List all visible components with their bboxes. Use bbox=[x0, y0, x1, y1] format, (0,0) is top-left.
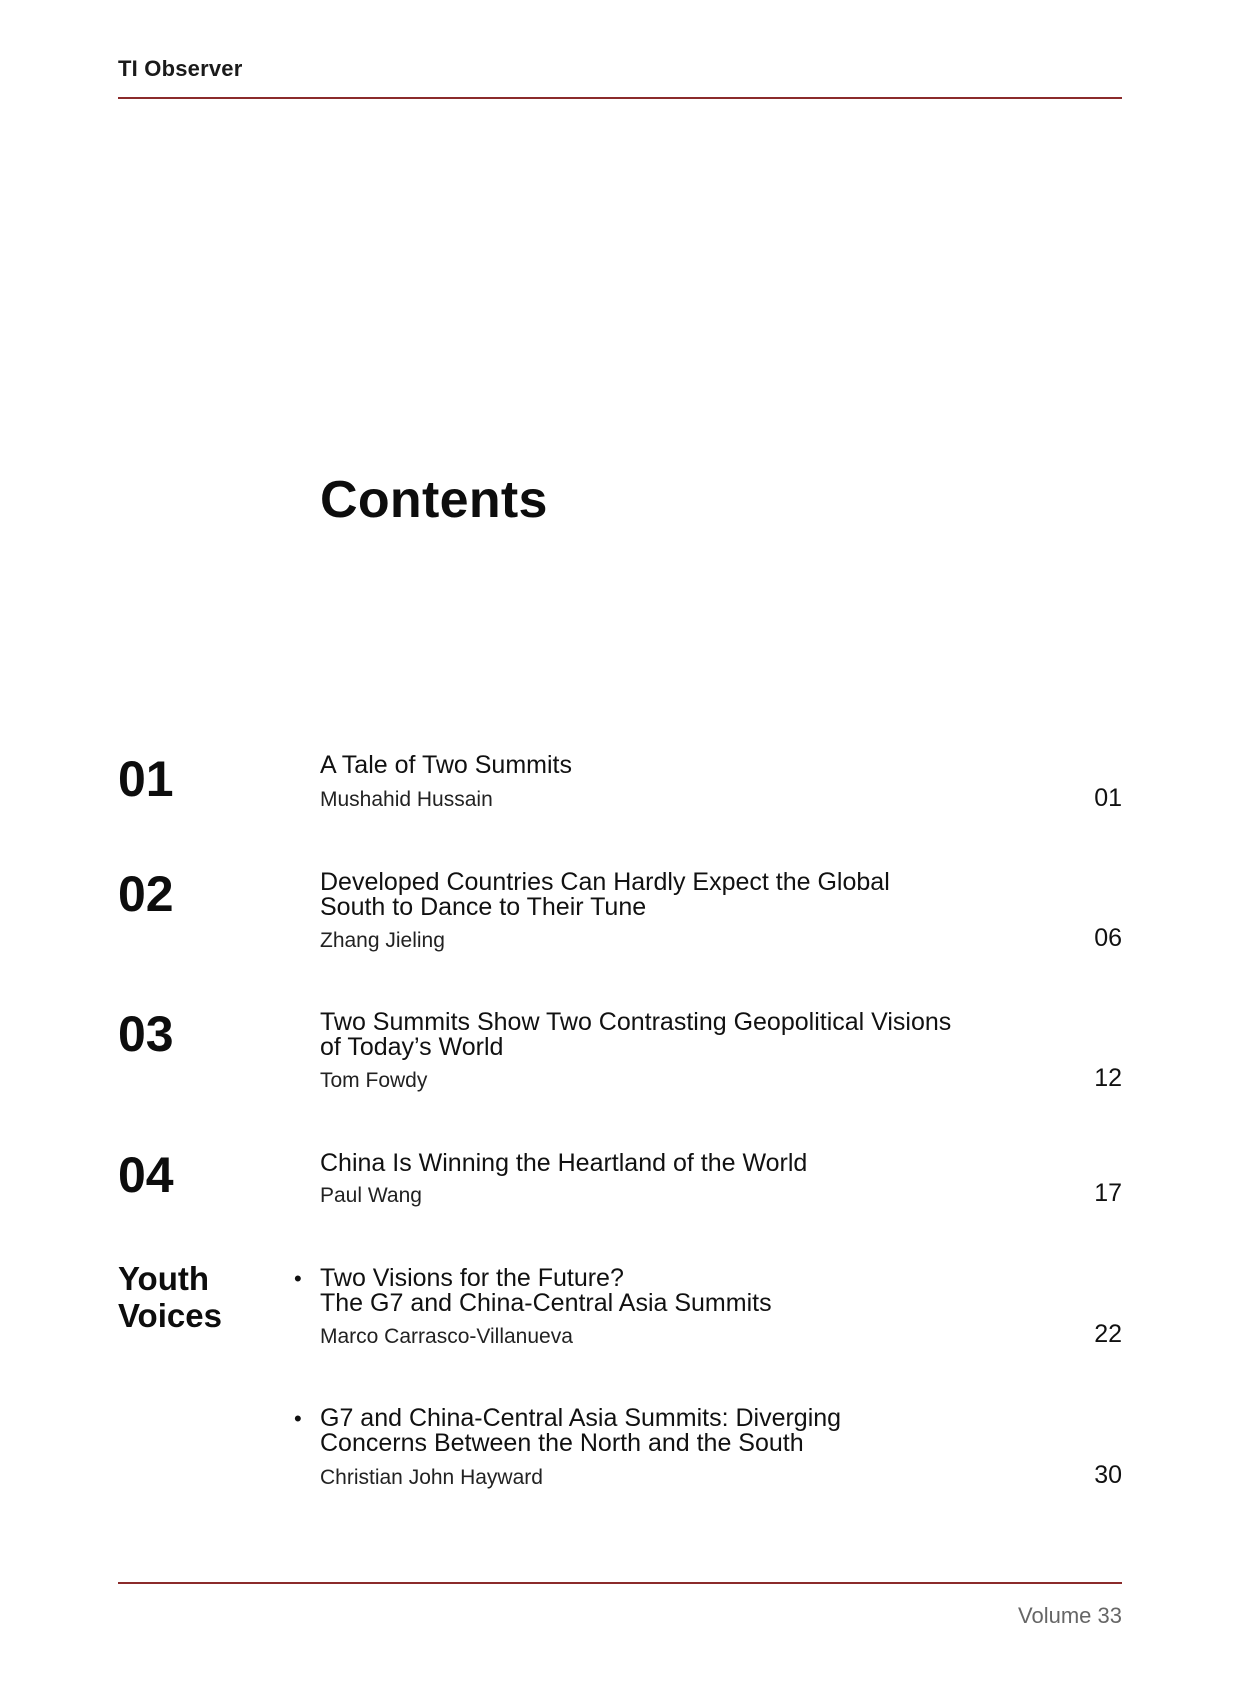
volume-label: Volume 33 bbox=[1018, 1603, 1122, 1628]
entry-page-number: 30 bbox=[1094, 1461, 1122, 1489]
entry-title-line: Concerns Between the North and the South bbox=[320, 1429, 804, 1457]
entry-author: Paul Wang bbox=[320, 1184, 422, 1207]
entry-title[interactable] bbox=[320, 1010, 1020, 1060]
entry-page-number: 17 bbox=[1094, 1179, 1122, 1207]
entry-author: Tom Fowdy bbox=[320, 1069, 428, 1092]
entry-author: Christian John Hayward bbox=[320, 1466, 543, 1489]
entry-title-line: South to Dance to Their Tune bbox=[320, 893, 647, 921]
entry-title-line: G7 and China-Central Asia Summits: Diverging bbox=[320, 1404, 842, 1432]
entry-title-line: Two Visions for the Future? bbox=[320, 1264, 624, 1292]
entry-number: 01 bbox=[118, 751, 174, 807]
entry-title-line: Developed Countries Can Hardly Expect the Global bbox=[320, 868, 890, 896]
entry-page-number: 12 bbox=[1094, 1064, 1122, 1092]
page-title: Contents bbox=[320, 471, 548, 529]
entry-title[interactable] bbox=[320, 1406, 1020, 1456]
entry-page-number: 01 bbox=[1094, 784, 1122, 812]
youth-voices-label-line: Youth bbox=[118, 1260, 210, 1297]
entry-title-line: The G7 and China-Central Asia Summits bbox=[320, 1289, 772, 1317]
entry-number: 04 bbox=[118, 1147, 174, 1203]
bullet-icon: • bbox=[294, 1266, 302, 1291]
entry-page-number: 22 bbox=[1094, 1320, 1122, 1348]
youth-voices-label-line: Voices bbox=[118, 1296, 222, 1334]
entry-author: Mushahid Hussain bbox=[320, 788, 493, 811]
entry-title-line: China Is Winning the Heartland of the World bbox=[320, 1149, 808, 1177]
entry-author: Zhang Jieling bbox=[320, 929, 445, 952]
publication-name: TI Observer bbox=[118, 56, 243, 81]
entry-author: Marco Carrasco-Villanueva bbox=[320, 1325, 573, 1348]
entry-title[interactable] bbox=[320, 1151, 1020, 1176]
header-divider bbox=[118, 97, 1122, 99]
youth-voices-label bbox=[118, 1261, 278, 1335]
footer-divider bbox=[118, 1582, 1122, 1584]
bullet-icon: • bbox=[294, 1406, 302, 1431]
entry-number: 02 bbox=[118, 866, 174, 922]
entry-title-line: A Tale of Two Summits bbox=[320, 751, 572, 779]
entry-title-line: of Today’s World bbox=[320, 1033, 504, 1061]
entry-page-number: 06 bbox=[1094, 924, 1122, 952]
entry-title-line: Two Summits Show Two Contrasting Geopolitical Visions bbox=[320, 1008, 952, 1036]
entry-title[interactable] bbox=[320, 753, 1020, 778]
entry-title[interactable] bbox=[320, 870, 1020, 920]
entry-title[interactable] bbox=[320, 1266, 1020, 1316]
entry-number: 03 bbox=[118, 1006, 174, 1062]
